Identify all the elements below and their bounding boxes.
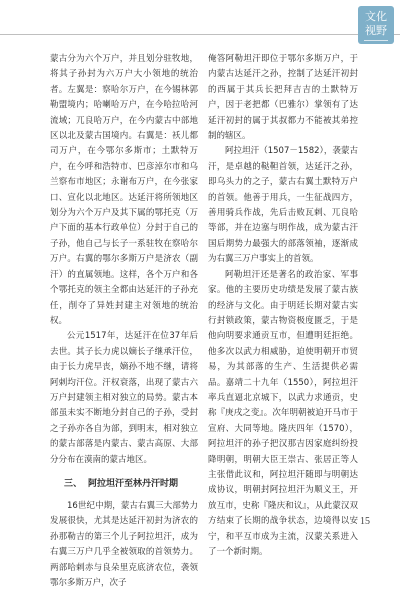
badge-decoration xyxy=(364,40,388,45)
right-paragraph-3: 阿勒坦汗还是著名的政治家、军事家。他的主要历史功绩是发展了蒙古族的经济与文化。由于明廷长期对蒙古实行封锁政策，蒙古物资极度匮乏，于是他向明要求通贡互市，但遭明廷拒绝。他多次以武力相威胁，迫使明朝开市贸易，为其部落的生产、生活提供必需品。嘉靖二十九年（1550），阿拉坦汗率兵直逼北京城下，以武力求通贡，史称『庚戌之变』。次年明朝被迫开马市于宣府、大同等地。隆庆四年（1570），阿拉坦汗的孙子把汉那吉因家庭纠纷投降明朝，明朝大臣王崇古、张居正等人主张借此议和，阿拉坦汗随即与明朝达成协议，明朝封阿拉坦汗为顺义王，开放互市，史称『隆庆和议』，从此蒙汉双方结束了长期的战争状态，边境得以安宁，和平互市成为主流，汉蒙关系进入了一个新时期。 xyxy=(208,269,358,557)
section-number: 三、 xyxy=(64,478,83,489)
page-number: 15 xyxy=(360,516,370,527)
right-paragraph-2: 阿拉坦汗（1507－1582），袭蒙古汗，是卓越的鞑靼首领，达延汗之孙，即乌头力的之子，蒙古右翼土默特万户的首领。他善于用兵，一生征战四方，善用骑兵作战，先后击败瓦剌、兀良哈等部，并在边塞与明作战，成为蒙古汗国后期势力最强大的部落领袖，逐渐成为右翼三万户事实上的首领。 xyxy=(208,146,358,265)
left-paragraph-1: 蒙古分为六个万户，并且划分驻牧地，将其子孙封为六万户大小领地的统治者。左翼是：察哈尔万户，在今锡林郭勒盟境内；哈喇哈万户，在今哈拉哈河流域；兀良哈万户，在今内蒙古中部地区以北及蒙古国境内。右翼是：袄儿都司万户，在今鄂尔多斯市；土默特万户，在今呼和浩特市、巴彦淖尔市和乌兰察布市地区；永谢布万户，在今张家口、宣化以北地区。达延汗将所领地区划分为六个万户及其下属的鄂托克（万户下面的基本行政单位）分封于自己的子孙，他自己与长子一系驻牧在察哈尔万户。右翼的鄂尔多斯万户是济农（副汗）的直属领地。这样，各个万户和各个鄂托克的领主全都由达延汗的子孙充任，削夺了异姓封建主对领地的统治权。 xyxy=(50,54,198,326)
section-heading xyxy=(50,477,198,491)
section-title: 阿拉坦汗至林丹汗时期 xyxy=(88,478,179,489)
section-badge xyxy=(358,6,394,44)
header-rule xyxy=(0,34,400,35)
badge-line-2: 视野 xyxy=(365,24,387,37)
left-paragraph-3: 16世纪中期，蒙古右翼三大部势力发展很快，尤其是达延汗初封为济农的孙那勒吉的第三个儿子阿拉坦汗，成为右翼三万户几乎全被领取的首领势力。两部哈剌赤与良朵里克底济农位，袭领鄂尔多斯万户，次子 xyxy=(50,500,198,588)
badge-line-1: 文化 xyxy=(365,10,387,23)
left-paragraph-2: 公元1517年，达延汗在位37年后去世。其子长力虎以嫡长子继承汗位，由于长力虎早丧，嫡孙不地不继，请将阿剌均汗位。汗权衰落，出现了蒙古六万户封建领主相对独立的局势。蒙古本部虽未实不断地分封自己的子孙，受封之子孙亦各自为部，到明末，相对独立的蒙古部落是内蒙古、蒙古高原、大部分分布在漠南的蒙古地区。 xyxy=(50,331,198,465)
right-paragraph-1: 俺答阿勒坦汗即位于鄂尔多斯万户，于内蒙古达延汗之孙，控制了达延汗初封的西属于其兵长把拜吉吉的土默特万户，因于老把都（巴雅尔）掌领有了达延汗初封的属于其叔都力不能被其弟控制的辖区。 xyxy=(208,54,358,142)
left-column xyxy=(50,52,198,591)
right-column xyxy=(208,52,358,560)
